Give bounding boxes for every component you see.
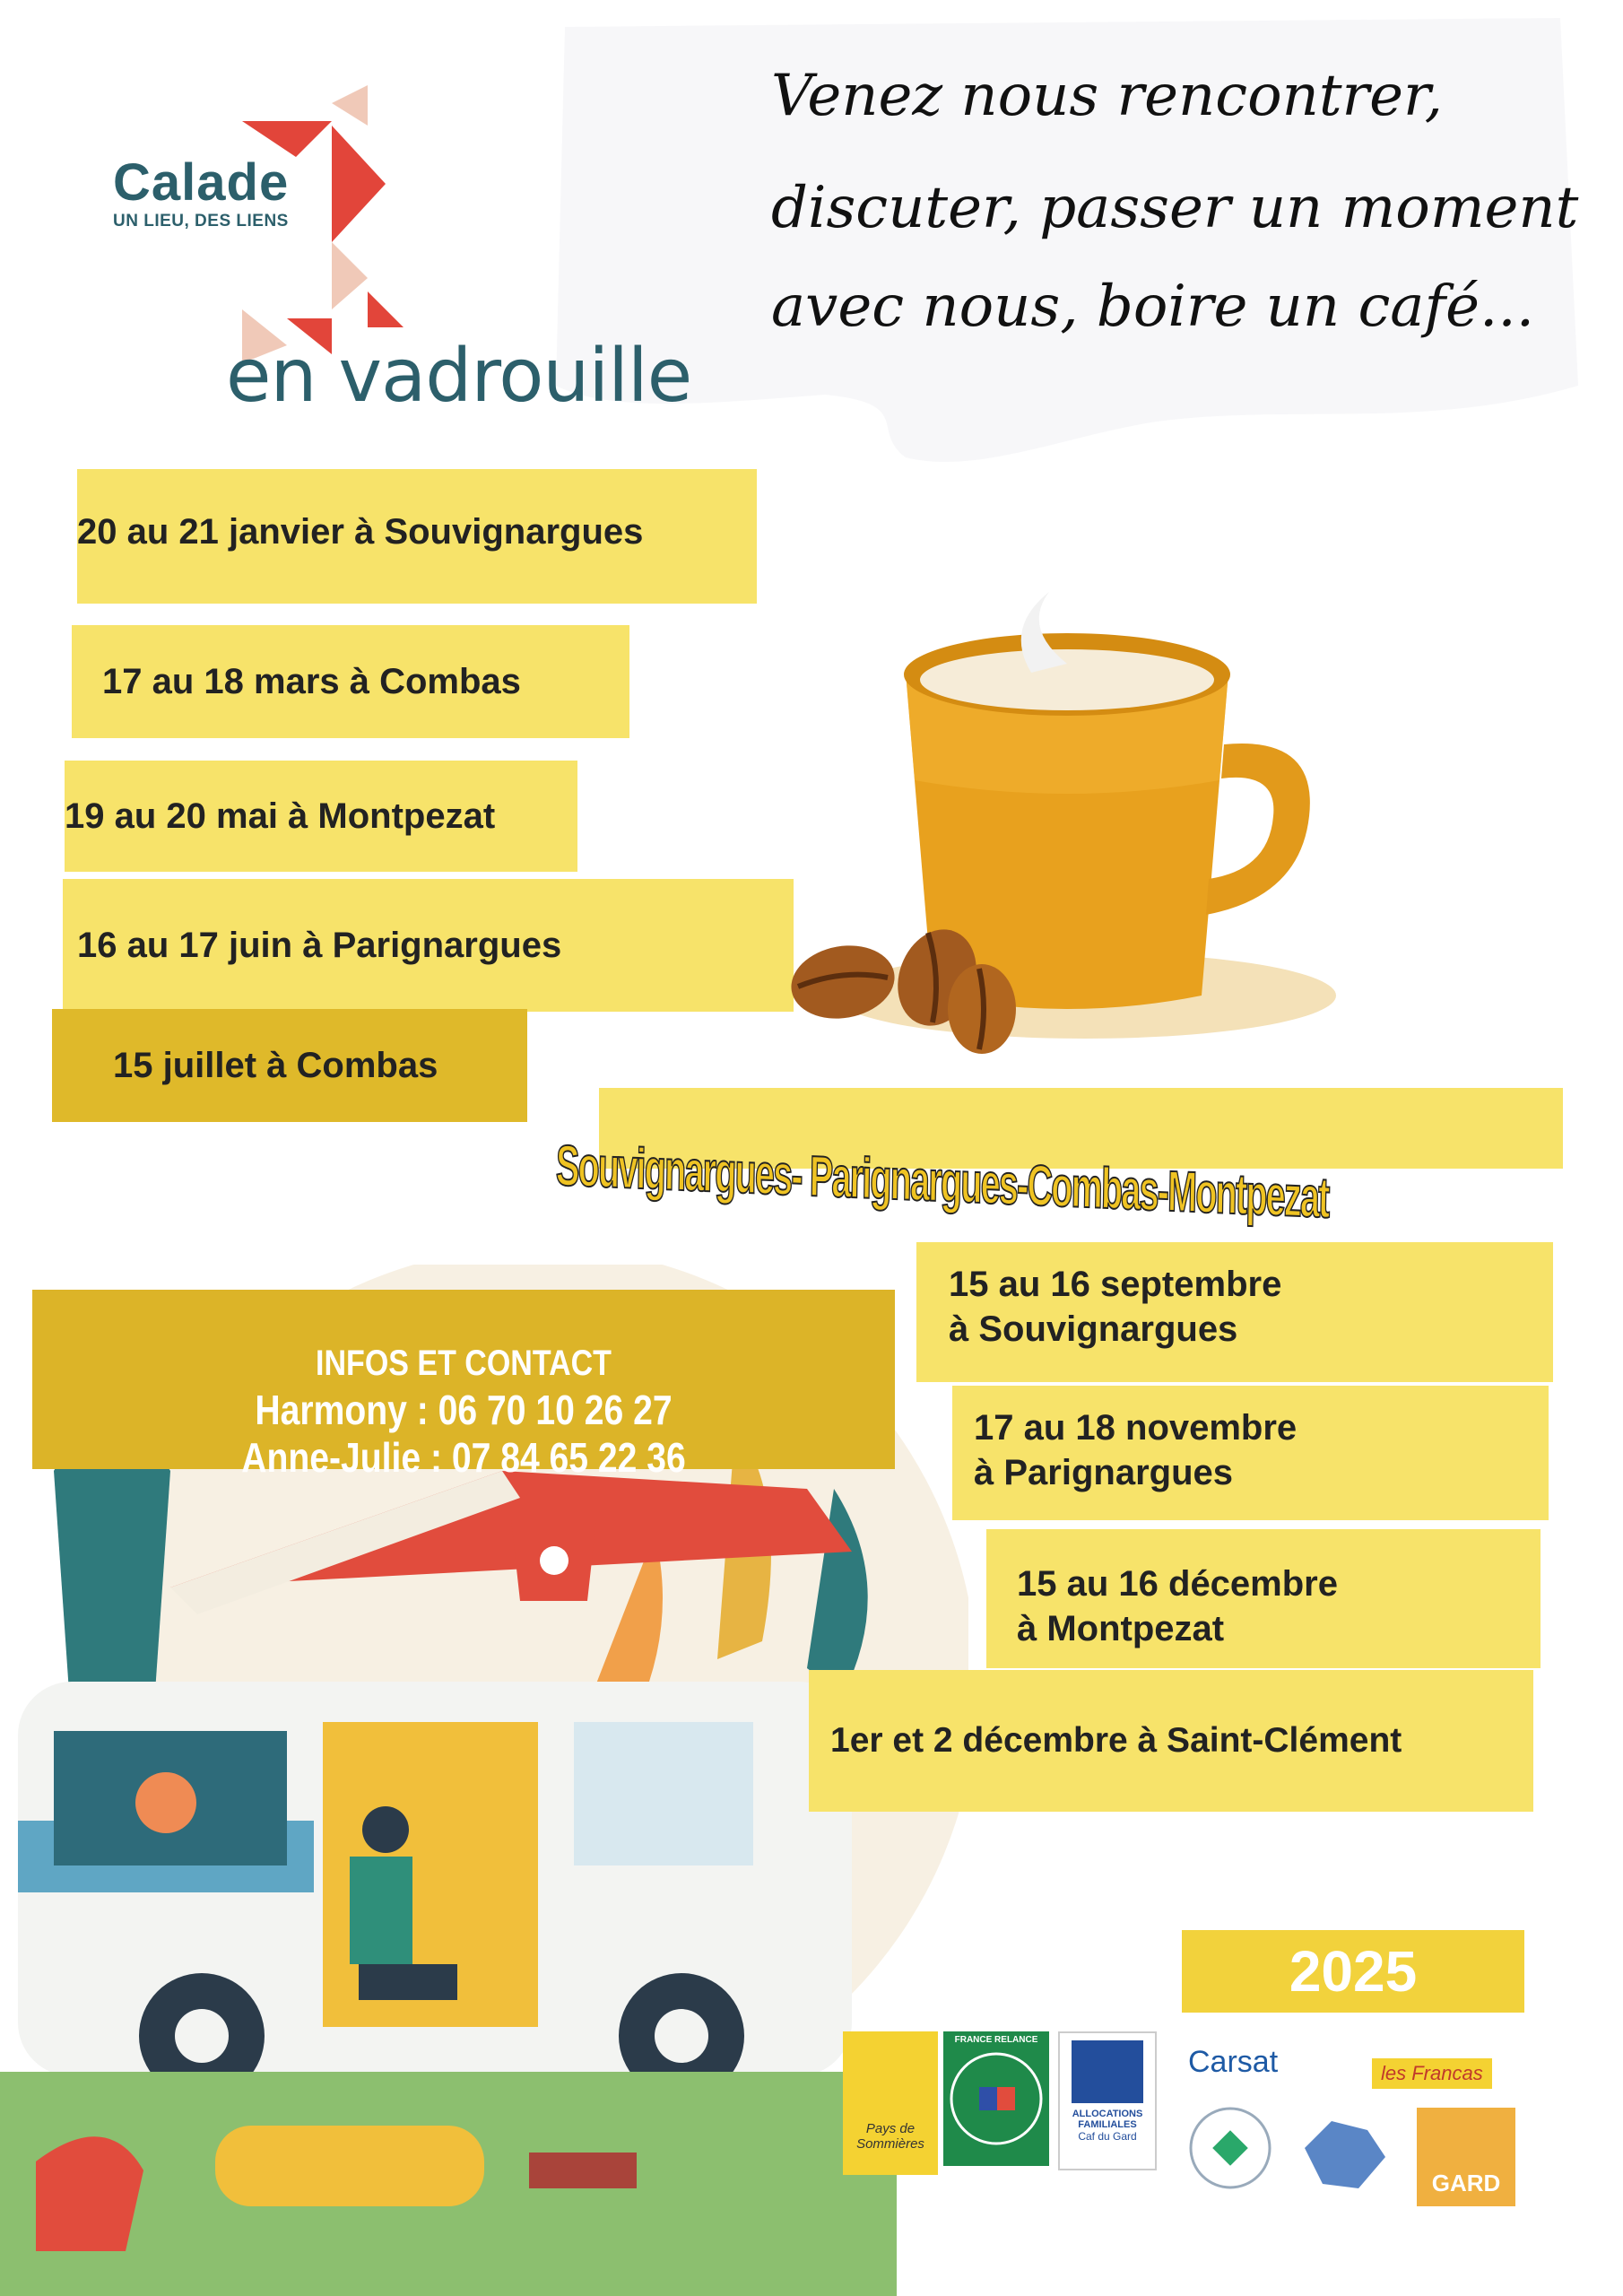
date-line: à Montpezat [1017, 1609, 1225, 1648]
logo-tagline: UN LIEU, DES LIENS [113, 212, 289, 230]
handwritten-line-1: Venez nous rencontrer, [771, 63, 1443, 129]
date-box-september [916, 1242, 1553, 1382]
coffee-cup-icon [780, 574, 1372, 1058]
pays-de-sommieres-logo [843, 2031, 938, 2175]
gard-department-map-icon [1296, 2112, 1394, 2197]
handwritten-line-3: avec nous, boire un café... [771, 274, 1535, 340]
villages-banner: Souvignargues- Parignargues-Combas-Montpezat [555, 1133, 1330, 1231]
date-line: 17 au 18 novembre [974, 1408, 1298, 1448]
date-box-4: 16 au 17 juin à Parignargues [63, 879, 794, 1012]
date-box-1: 20 au 21 janvier à Souvignargues [77, 469, 757, 604]
francas-logo: les Francas [1372, 2058, 1492, 2089]
france-relance-icon [943, 2031, 1049, 2166]
contact-anne-julie: Anne-Julie : 07 84 65 22 36 [241, 1434, 686, 1481]
date-box-november [952, 1386, 1549, 1520]
handwritten-line-2: discuter, passer un moment [771, 175, 1579, 241]
date-line: à Souvignargues [949, 1309, 1238, 1349]
date-line: 15 au 16 septembre [949, 1265, 1282, 1304]
gard-logo: GARD [1417, 2108, 1515, 2206]
cnaf-circle-logo-icon [1185, 2103, 1275, 2193]
contact-title: INFOS ET CONTACT [316, 1344, 612, 1383]
date-line: à Parignargues [974, 1453, 1234, 1492]
carsat-logo: Carsat [1188, 2045, 1279, 2079]
caf-emblem-icon [1072, 2040, 1143, 2103]
caf-logo [1058, 2031, 1157, 2170]
caf-label-2: Caf du Gard [1078, 2130, 1137, 2143]
date-box-5: 15 juillet à Combas [52, 1009, 527, 1122]
date-line: 15 au 16 décembre [1017, 1564, 1338, 1604]
contact-harmony: Harmony : 06 70 10 26 27 [255, 1387, 673, 1433]
date-box-saint-clement: 1er et 2 décembre à Saint-Clément [809, 1670, 1533, 1812]
logo-subtitle: en vadrouille [226, 334, 692, 419]
pays-de-sommieres-label: Pays de Sommières [856, 2121, 924, 2152]
date-box-3: 19 au 20 mai à Montpezat [65, 761, 577, 872]
date-box-2: 17 au 18 mars à Combas [72, 625, 629, 738]
caf-label-1: ALLOCATIONS FAMILIALES [1072, 2109, 1143, 2130]
france-relance-logo [943, 2031, 1049, 2166]
date-box-december [986, 1529, 1541, 1668]
logo-name: Calade [113, 153, 290, 212]
year-badge: 2025 [1182, 1930, 1524, 2013]
france-relance-label: FRANCE RELANCE [954, 2035, 1038, 2045]
